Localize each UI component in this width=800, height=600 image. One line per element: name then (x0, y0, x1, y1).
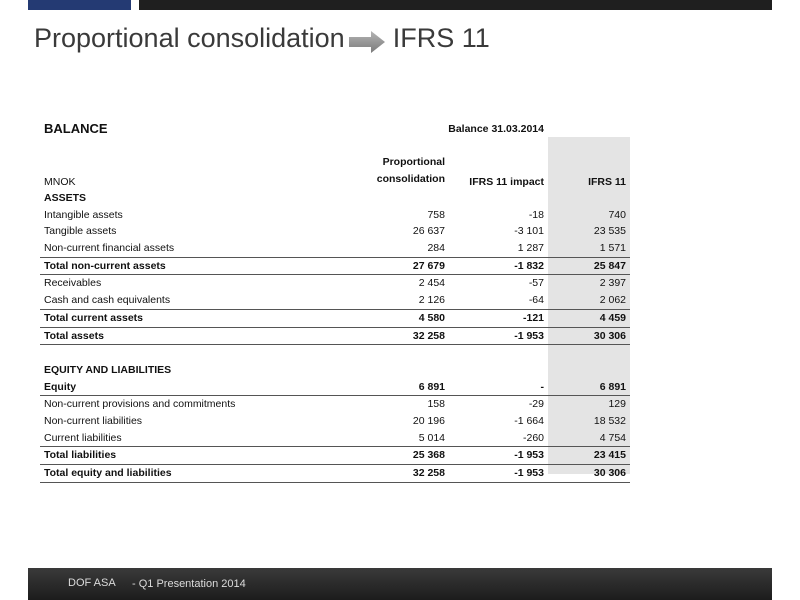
cell-ifrs11: 2 397 (599, 277, 626, 290)
row-label: Tangible assets (44, 225, 117, 238)
cell-ifrs11: 23 535 (593, 225, 626, 238)
table-row (40, 413, 630, 430)
table-row (40, 292, 630, 310)
cell-proportional: 32 258 (412, 329, 445, 342)
footer-bar (28, 568, 772, 600)
section-label: EQUITY AND LIABILITIES (44, 363, 172, 376)
cell-impact: -64 (528, 294, 544, 307)
brand-bar (28, 0, 131, 10)
table-row (40, 379, 630, 397)
cell-ifrs11: 18 532 (593, 414, 626, 427)
section-label: ASSETS (44, 192, 87, 204)
cell-proportional: 158 (427, 398, 445, 411)
cell-impact: - (540, 380, 544, 393)
row-label: Current liabilities (44, 431, 122, 444)
header-bar (139, 0, 772, 10)
table-row (40, 430, 630, 448)
cell-proportional: 2 454 (418, 277, 445, 290)
table-header (40, 118, 630, 144)
row-label: Total equity and liabilities (44, 467, 172, 479)
cell-proportional: 27 679 (412, 259, 445, 272)
title-right: IFRS 11 (392, 22, 490, 53)
title-left: Proportional consolidation (34, 22, 345, 53)
cell-proportional: 284 (427, 242, 445, 255)
cell-ifrs11: 4 459 (599, 311, 626, 324)
col-header-proportional-line2: consolidation (376, 173, 445, 185)
cell-impact: -1 953 (514, 467, 544, 479)
unit-label: MNOK (44, 176, 76, 188)
assets-section-heading (40, 190, 630, 207)
cell-ifrs11: 23 415 (593, 449, 626, 462)
equity-section-heading (40, 362, 630, 379)
cell-proportional: 4 580 (418, 311, 445, 324)
cell-impact: -1 664 (514, 414, 544, 427)
cell-ifrs11: 25 847 (593, 259, 626, 272)
footer-subtitle: - Q1 Presentation 2014 (132, 578, 246, 590)
cell-ifrs11: 30 306 (593, 329, 626, 342)
cell-proportional: 2 126 (418, 294, 445, 307)
row-label: Equity (44, 380, 77, 393)
column-headers (40, 144, 630, 190)
cell-proportional: 32 258 (412, 467, 445, 479)
row-label: Total assets (44, 329, 104, 342)
cell-proportional: 758 (427, 208, 445, 221)
cell-ifrs11: 129 (608, 398, 626, 411)
table-row-total (40, 328, 630, 346)
table-heading: BALANCE (44, 121, 108, 136)
cell-proportional: 6 891 (418, 380, 445, 393)
cell-ifrs11: 6 891 (599, 380, 626, 393)
date-label: Balance 31.03.2014 (448, 123, 544, 135)
col-header-proportional (377, 154, 445, 188)
table-row (40, 275, 630, 292)
spacer (40, 345, 630, 362)
cell-ifrs11: 1 571 (599, 242, 626, 255)
table-row (40, 240, 630, 258)
col-header-impact: IFRS 11 impact (469, 176, 544, 188)
cell-impact: -1 832 (514, 259, 544, 272)
cell-ifrs11: 2 062 (599, 294, 626, 307)
col-header-ifrs11: IFRS 11 (588, 176, 626, 188)
cell-proportional: 25 368 (412, 449, 445, 462)
cell-impact: -57 (528, 277, 544, 290)
row-label: Intangible assets (44, 208, 123, 221)
table-row-total (40, 310, 630, 328)
cell-impact: -260 (522, 431, 544, 444)
cell-impact: -121 (522, 311, 544, 324)
table-row (40, 396, 630, 413)
cell-impact: -29 (528, 398, 544, 411)
table-row (40, 223, 630, 240)
table-row (40, 207, 630, 224)
cell-impact: -3 101 (514, 225, 544, 238)
cell-ifrs11: 740 (608, 208, 626, 221)
cell-impact: -1 953 (514, 329, 544, 342)
arrow-right-icon (349, 29, 385, 51)
footer-company: DOF ASA (68, 577, 116, 589)
table-row-total (40, 465, 630, 483)
cell-proportional: 26 637 (412, 225, 445, 238)
cell-proportional: 20 196 (412, 414, 445, 427)
row-label: Non-current provisions and commitments (44, 398, 236, 411)
row-label: Total non-current assets (44, 259, 166, 272)
balance-table (40, 118, 630, 483)
cell-impact: -1 953 (514, 449, 544, 462)
cell-impact: 1 287 (517, 242, 544, 255)
row-label: Non-current financial assets (44, 242, 175, 255)
row-label: Total liabilities (44, 449, 117, 462)
table-row-total (40, 258, 630, 276)
col-header-proportional-line1: Proportional (382, 156, 445, 168)
cell-impact: -18 (528, 208, 544, 221)
row-label: Cash and cash equivalents (44, 294, 171, 307)
row-label: Total current assets (44, 311, 144, 324)
row-label: Receivables (44, 277, 102, 290)
cell-proportional: 5 014 (418, 431, 445, 444)
row-label: Non-current liabilities (44, 414, 143, 427)
cell-ifrs11: 30 306 (593, 467, 626, 479)
table-row-total (40, 447, 630, 465)
slide-title (34, 20, 490, 56)
cell-ifrs11: 4 754 (599, 431, 626, 444)
